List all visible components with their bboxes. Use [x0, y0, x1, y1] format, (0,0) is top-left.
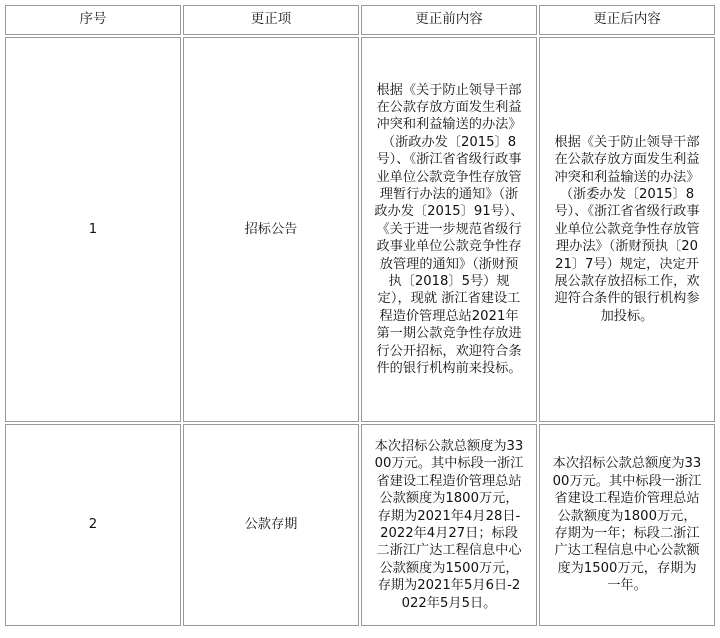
- cell-item: 招标公告: [183, 37, 359, 422]
- table-row: [5, 37, 715, 422]
- table-body: [5, 37, 715, 626]
- header-item: 更正项: [183, 5, 359, 35]
- cell-no: 2: [5, 424, 181, 626]
- header-no: 序号: [5, 5, 181, 35]
- correction-table: [3, 3, 717, 628]
- header-before: 更正前内容: [361, 5, 537, 35]
- cell-before: [361, 37, 537, 422]
- before-content: 根据《关于防止领导干部在公款存放方面发生利益冲突和利益输送的办法》（浙政办发〔2015〕8号）、《浙江省省级行政事业单位公款竞争性存放管理暂行办法的通知》（浙政办发〔2015〕91号）、《关于进一步规范省级行政事业单位公款竞争性存放管理的通知》（浙财预执〔2018〕5号）规定），现就 浙江省建设工程造价管理总站2021年第一期公款竞争性存放进行公开招标，欢迎符合条件的银行机构前来投标。: [374, 82, 524, 377]
- cell-before: [361, 424, 537, 626]
- cell-after: [539, 424, 715, 626]
- table-header: [5, 5, 715, 35]
- cell-after: [539, 37, 715, 422]
- header-after: 更正后内容: [539, 5, 715, 35]
- after-content: 本次招标公款总额度为3300万元。其中标段一浙江省建设工程造价管理总站公款额度为1800万元，存期为一年；标段二浙江广达工程信息中心公款额度为1500万元，存期为一年。: [552, 456, 702, 594]
- cell-no: 1: [5, 37, 181, 422]
- table-row: [5, 424, 715, 626]
- header-row: [5, 5, 715, 35]
- cell-item: 公款存期: [183, 424, 359, 626]
- before-content: 本次招标公款总额度为3300万元。其中标段一浙江省建设工程造价管理总站公款额度为1800万元，存期为2021年4月28日-2022年4月27日；标段二浙江广达工程信息中心公款额度为1500万元，存期为2021年5月6日-2022年5月5日。: [374, 438, 524, 611]
- after-content: 根据《关于防止领导干部在公款存放方面发生利益冲突和利益输送的办法》（浙委办发〔2015〕8号）、《浙江省省级行政事业单位公款竞争性存放管理办法》（浙财预执〔2021〕7号）规定，决定开展公款存放招标工作，欢迎符合条件的银行机构参加投标。: [554, 134, 700, 324]
